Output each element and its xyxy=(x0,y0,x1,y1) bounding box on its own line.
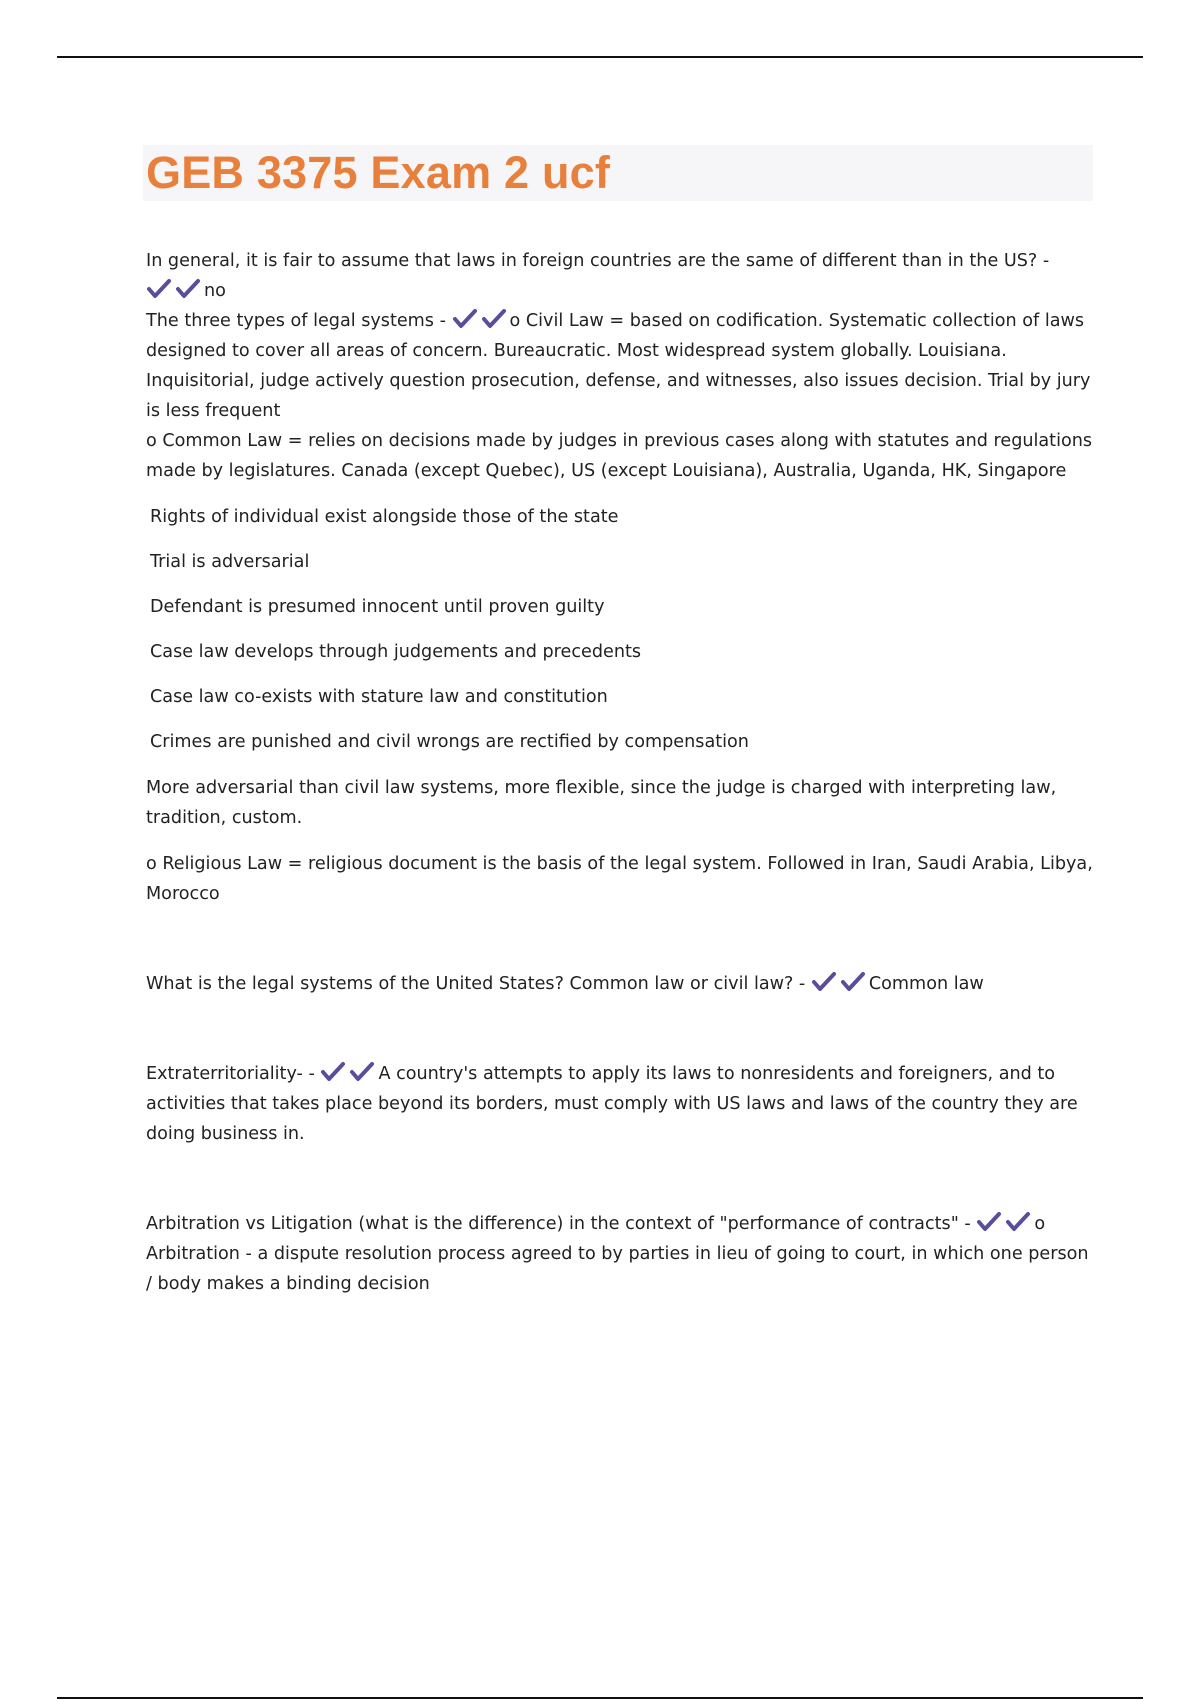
header-rule xyxy=(57,56,1143,58)
answer-text: no xyxy=(204,281,226,301)
check-icon xyxy=(452,308,478,330)
document-body xyxy=(146,246,1096,1299)
qa-item xyxy=(146,306,1096,426)
question-text: Extraterritoriality- - xyxy=(146,1064,315,1084)
check-icon xyxy=(840,971,866,993)
qa-item xyxy=(146,969,1096,999)
list-item: Defendant is presumed innocent until proven guilty xyxy=(150,597,605,617)
check-icon xyxy=(320,1061,346,1083)
common-law-paragraph: o Common Law = relies on decisions made by judges in previous cases along with statutes and regulations made by legislatures. Canada (except Quebec), US (except Louisiana), Australia, Uganda, HK, Singapore xyxy=(146,431,1093,481)
list-item: Rights of individual exist alongside those of the state xyxy=(150,507,619,527)
check-icon xyxy=(175,278,201,300)
question-text: In general, it is fair to assume that laws in foreign countries are the same of different than in the US? - xyxy=(146,251,1050,271)
answer-text: A country's attempts to apply its laws to nonresidents and foreigners, and to activities that takes place beyond its borders, must comply with US laws and laws of the country they are doing business in. xyxy=(146,1064,1078,1144)
list-item: Case law co-exists with stature law and constitution xyxy=(150,687,608,707)
check-icon xyxy=(976,1211,1002,1233)
qa-item xyxy=(146,1209,1096,1299)
footer-rule xyxy=(57,1697,1143,1699)
document-title: GEB 3375 Exam 2 ucf xyxy=(146,147,611,198)
qa-item xyxy=(146,246,1096,306)
religious-law-paragraph: o Religious Law = religious document is the basis of the legal system. Followed in Iran, Saudi Arabia, Libya, Morocco xyxy=(146,854,1093,904)
check-icon xyxy=(146,278,172,300)
adversarial-paragraph: More adversarial than civil law systems, more flexible, since the judge is charged with interpreting law, tradition, custom. xyxy=(146,778,1057,828)
question-text: What is the legal systems of the United States? Common law or civil law? - xyxy=(146,974,806,994)
check-icon xyxy=(481,308,507,330)
qa-item xyxy=(146,1059,1096,1149)
answer-text: o Civil Law = based on codification. Systematic collection of laws designed to cover all areas of concern. Bureaucratic. Most widespread system globally. Louisiana. Inquisitorial, judge actively question prosecution, defense, and witnesses, also issues decision. Trial by jury is less frequent xyxy=(146,311,1091,421)
check-icon xyxy=(1005,1211,1031,1233)
answer-text: Common law xyxy=(868,974,984,994)
check-icon xyxy=(811,971,837,993)
list-item: Crimes are punished and civil wrongs are rectified by compensation xyxy=(150,732,749,752)
answer-text: o Arbitration - a dispute resolution process agreed to by parties in lieu of going to court, in which one person / body makes a binding decision xyxy=(146,1214,1089,1294)
question-text: The three types of legal systems - xyxy=(146,311,446,331)
list-item: Trial is adversarial xyxy=(150,552,310,572)
question-text: Arbitration vs Litigation (what is the difference) in the context of "performance of contracts" - xyxy=(146,1214,971,1234)
check-icon xyxy=(349,1061,375,1083)
list-item: Case law develops through judgements and precedents xyxy=(150,642,642,662)
